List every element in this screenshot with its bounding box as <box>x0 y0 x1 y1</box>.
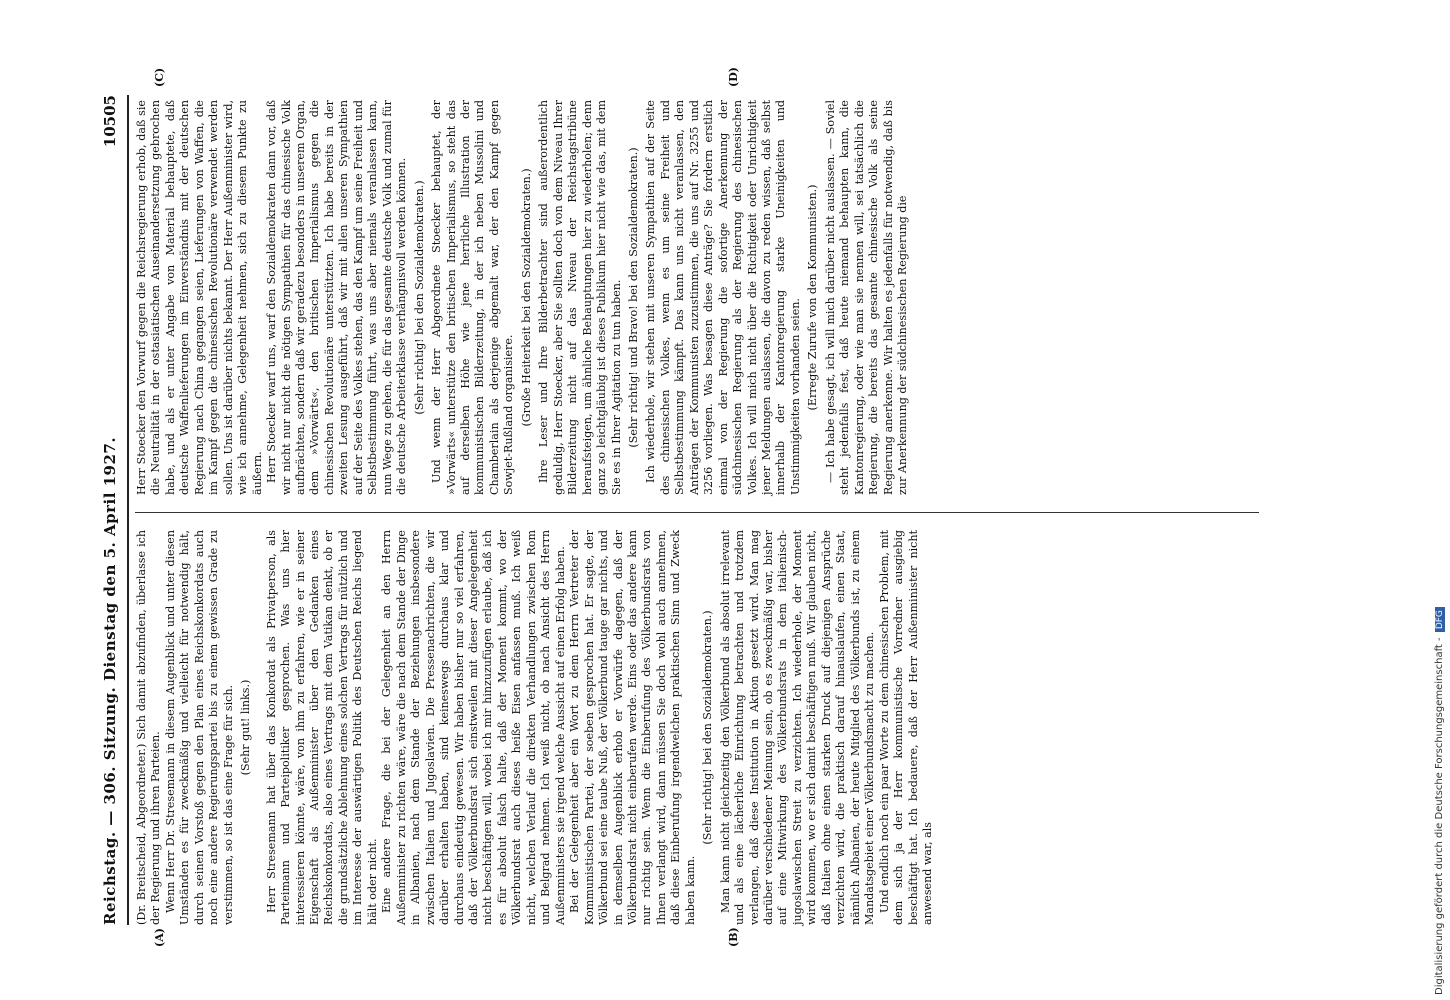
paragraph: Und endlich noch ein paar Worte zu dem chinesischen Problem, mit dem sich ja der Herr kommunistische Vorredner ausgiebig beschäftigt hat. Ich bedauere, daß der Herr Außenminister nicht anwesend war, als <box>877 530 935 925</box>
credit-text: Digitalisierung gefördert durch die Deutsche Forschungsgemeinschaft - <box>1434 637 1445 995</box>
column-divider <box>135 512 1259 513</box>
paragraph: Ihre Leser und Ihre Bilderbetrachter sind außerordentlich geduldig, Herr Stoecker, aber Sie sollten doch von dem Niveau Ihrer Bilderzeitung nicht auf das Niveau der Reichstagstribüne heraufsteigen, um ähnliche Behauptungen hier zu wiederholen; denn ganz so leichtgläubig ist dieses Publikum hier nicht wie das, mit dem Sie es in Ihrer Agitation zu tun haben. <box>537 100 623 495</box>
interjection: (Sehr richtig! und Bravo! bei den Sozialdemokraten.) <box>626 147 640 448</box>
interjection: (Erregte Zurufe von den Kommunisten.) <box>806 184 820 411</box>
interjection: (Sehr richtig! bei den Sozialdemokraten.) <box>701 610 715 845</box>
paragraph: — Ich habe gesagt, ich will mich darüber nicht auslassen. — Soviel steht jedenfalls fest, daß heute niemand behaupten kann, die Kantonregierung, oder wie man sie nennen will, sei tatsächlich die Regierung, die bereits das gesamte chinesische Volk als seine Regierung anerkenne. Wir halten es jedenfalls für notwendig, daß bis zur Anerkennung der südchinesischen Regierung die <box>823 100 910 495</box>
left-column <box>135 530 1259 925</box>
rotated-page <box>95 67 1265 947</box>
margin-marker-d: (D) <box>727 67 740 87</box>
digitization-credit <box>1434 5 1450 995</box>
margin-marker-b: (B) <box>727 927 740 947</box>
interjection: (Sehr richtig! bei den Sozialdemokraten.) <box>412 180 426 415</box>
header-title: Reichstag. — 306. Sitzung. Dienstag den 5. April 1927. <box>101 436 119 925</box>
paragraph: Eine andere Frage, die bei der Gelegenheit an den Herrn Außenminister zu richten wäre, wäre die nach dem Stande der Dinge in Albanien, nach dem Stande der Beziehungen insbesondere zwischen Italien und Jugoslavien. Die Pressenachrichten, die wir darüber erhalten haben, sind keineswegs durchaus klar und durchaus eindeutig gewesen. Wir haben bisher nur so viel erfahren, daß der Völkerbundsrat sich einstweilen mit dieser Angelegenheit nicht beschäftigen will, wobei ich mir hinzuzufügen erlaube, daß ich es für absolut falsch halte, daß der Moment kommt, wo der Völkerbundsrat auch dieses heiße Eisen anfassen muß. Ich weiß nicht, welchen Verlauf die direkten Verhandlungen zwischen Rom und Belgrad nehmen. Ich weiß nicht, ob nach Ansicht des Herrn Außenministers sie irgend welche Aussicht auf einen Erfolg haben. <box>380 530 567 925</box>
paragraph: (Dr. Breitscheid, Abgeordneter.) Sich damit abzufinden, überlasse ich der Regierung und ihren Parteien. <box>135 530 163 925</box>
margin-marker-c: (C) <box>153 67 166 87</box>
interjection: (Große Heiterkeit bei den Sozialdemokraten.) <box>519 168 533 427</box>
right-column <box>135 100 1259 495</box>
paragraph: Und wenn der Herr Abgeordnete Stoecker behauptet, der »Vorwärts« unterstütze den britischen Imperialismus, so steht das auf derselben Höhe wie jene herrliche Illustration der kommunistischen Bilderzeitung, in der ich neben Mussolini und Chamberlain als derjenige abgemalt war, der den Kampf gegen Sowjet-Rußland organisiere. <box>430 100 516 495</box>
page-number: 10505 <box>101 95 119 148</box>
paragraph: Wenn Herr Dr. Stresemann in diesem Augenblick und unter diesen Umständen es für zweckmäßig und vielleicht für notwendig hält, durch seinen Vorstoß gegen den Plan eines Reichskonkordats auch noch eine andere Regierungspartei bis zu einem gewissen Grade zu verstimmen, so ist das eine Frage für sich. <box>163 530 235 925</box>
paragraph: Herr Stresemann hat über das Konkordat als Privatperson, als Parteimann und Parteipolitiker gesprochen. Was uns hier interessieren könnte, wäre, von ihm zu erfahren, wie er in seiner Eigenschaft als Außenminister über den Gedanken eines Reichskonkordats, also eines Vertrags mit dem Vatikan denkt, ob er die grundsätzliche Ablehnung eines solchen Vertrags für nützlich und im Interesse der auswärtigen Politik des Deutschen Reichs liegend hält oder nicht. <box>264 530 379 925</box>
page-header <box>95 95 135 925</box>
paragraph: Herr Stoecker warf uns, warf den Sozialdemokraten dann vor, daß wir nicht nur nicht die nötigen Sympathien für das chinesische Volk aufbrächten, sondern daß wir geradezu besonders in unserem Organ, dem »Vorwärts«, den britischen Imperialismus gegen die chinesischen Revolutionäre unterstützten. Ich habe bereits in der zweiten Lesung ausgeführt, daß wir mit allen unseren Sympathien auf der Seite des Volkes stehen, das den Kampf um seine Freiheit und Selbstbestimmung führt, was uns aber niemals veranlassen kann, nun Wege zu gehen, die für das gesamte deutsche Volk und zumal für die deutsche Arbeiterklasse verhängnisvoll werden können. <box>265 100 409 495</box>
margin-marker-a: (A) <box>153 928 166 947</box>
header-rule <box>127 95 129 925</box>
paragraph: Herr Stoecker den Vorwurf gegen die Reichsregierung erhob, daß sie die Neutralität in der ostasiatischen Auseinandersetzung gebrochen habe, und als er unter Angabe von Material behauptete, daß deutsche Waffenlieferungen im Einverständnis mit der deutschen Regierung nach China gegangen seien, Lieferungen von Waffen, die im Kampf gegen die chinesischen Revolutionäre verwendet werden sollen. Uns ist darüber nichts bekannt. Der Herr Außenminister wird, wie ich annehme, Gelegenheit nehmen, sich zu diesem Punkte zu äußern. <box>135 100 264 495</box>
paragraph: Man kann nicht gleichzeitig den Völkerbund als absolut irrelevant und als eine lächerliche Einrichtung betrachten und trotzdem verlangen, daß diese Institution in Aktion gesetzt wird. Man mag darüber verschiedener Meinung sein, ob es zweckmäßig war, bisher auf eine Mitwirkung des Völkerbundsrats in dem italienisch-jugoslawischen Streit zu verzichten. Ich wiederhole, der Moment wird kommen, wo er sich damit beschäftigen muß. Wir glauben nicht, daß Italien ohne einen starken Druck auf diejenigen Ansprüche verzichten wird, die praktisch darauf hinauslaufen, einen Staat, nämlich Albanien, der heute Mitglied des Völkerbunds ist, zu einem Mandatsgebiet einer Völkerbundsmacht zu machen. <box>718 530 877 925</box>
dfg-logo: DFG <box>1435 607 1445 632</box>
paragraph: Ich wiederhole, wir stehen mit unseren Sympathien auf der Seite des chinesischen Volkes, wenn es um seine Freiheit und Selbstbestimmung kämpft. Das kann uns nicht veranlassen, den Anträgen der Kommunisten zuzustimmen, die uns auf Nr. 3255 und 3256 vorliegen. Was besagen diese Anträge? Sie fordern erstlich einmal von der Regierung die sofortige Anerkennung der südchinesischen Regierung als der Regierung des chinesischen Volkes. Ich will mich nicht über die Richtigkeit oder Unrichtigkeit jener Meldungen auslassen, die davon zu reden wissen, daß selbst innerhalb der Kantonregierung starke Uneinigkeiten und Unstimmigkeiten vorhanden seien. <box>644 100 802 495</box>
interjection: (Sehr gut! links.) <box>239 679 253 776</box>
paragraph: Bei der Gelegenheit aber ein Wort zu dem Herrn Vertreter der Kommunistischen Partei, der soeben gesprochen hat. Er sagte, der Völkerbund sei eine taube Nuß, der Völkerbund tauge gar nichts, und in demselben Augenblick erhob er Vorwürfe dagegen, daß der Völkerbundsrat nicht einberufen werde. Eins oder das andere kann nur richtig sein. Wenn die Einberufung des Völkerbundsrats von Ihnen verlangt wird, dann müssen Sie doch wohl auch annehmen, daß diese Einberufung irgendwelchen praktischen Sinn und Zweck haben kann. <box>568 530 697 925</box>
